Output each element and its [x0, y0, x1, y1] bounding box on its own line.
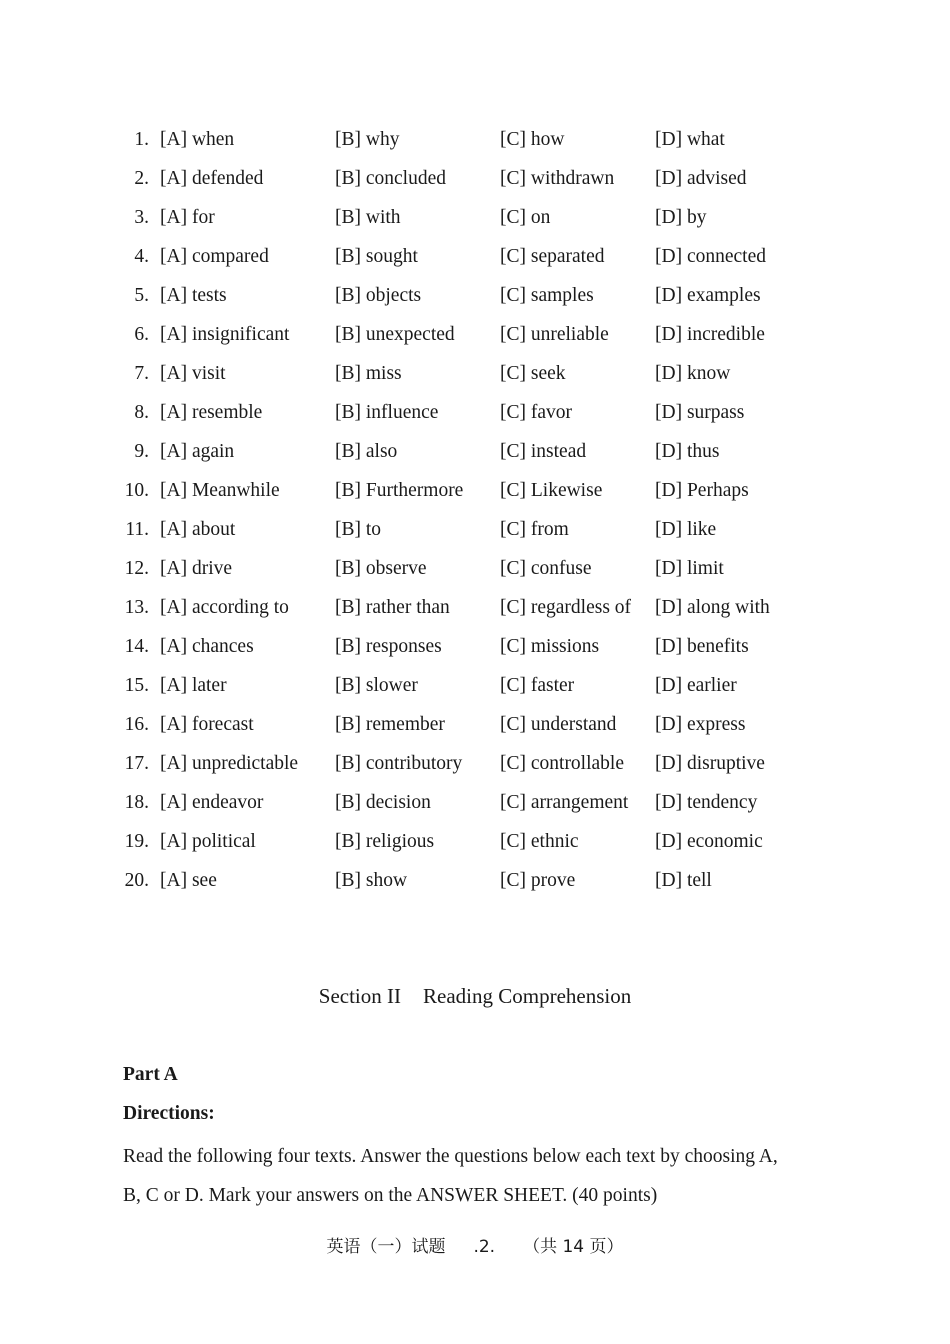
option-b: [B] show	[335, 870, 408, 891]
option-c: [C] faster	[500, 675, 575, 696]
option-c: [C] ethnic	[500, 831, 579, 852]
option-a: [A] forecast	[160, 714, 254, 735]
question-row	[0, 471, 950, 510]
option-a: [A] for	[160, 207, 215, 228]
option-d: [D] surpass	[655, 402, 745, 423]
question-number: 16.	[124, 714, 149, 735]
option-a: [A] when	[160, 129, 235, 150]
option-d: [D] economic	[655, 831, 763, 852]
option-c: [C] seek	[500, 363, 566, 384]
footer-subject: 英语（一）试题	[326, 1237, 446, 1257]
option-d: [D] what	[655, 129, 725, 150]
option-d: [D] disruptive	[655, 753, 765, 774]
question-number: 19.	[124, 831, 149, 852]
question-number: 4.	[134, 246, 149, 267]
question-row	[0, 588, 950, 627]
option-b: [B] religious	[335, 831, 435, 852]
option-c: [C] from	[500, 519, 569, 540]
question-number: 7.	[134, 363, 149, 384]
footer-page-number: .2.	[473, 1237, 496, 1257]
question-number: 20.	[124, 870, 149, 891]
directions-line-1: Read the following four texts. Answer the questions below each text by choosing A,	[123, 1146, 778, 1167]
option-d: [D] limit	[655, 558, 724, 579]
option-d: [D] incredible	[655, 324, 765, 345]
question-number: 3.	[134, 207, 149, 228]
option-b: [B] slower	[335, 675, 418, 696]
option-b: [B] rather than	[335, 597, 450, 618]
question-number: 14.	[124, 636, 149, 657]
option-d: [D] earlier	[655, 675, 737, 696]
option-d: [D] thus	[655, 441, 720, 462]
question-number: 15.	[124, 675, 149, 696]
option-a: [A] unpredictable	[160, 753, 299, 774]
option-c: [C] unreliable	[500, 324, 609, 345]
option-c: [C] withdrawn	[500, 168, 615, 189]
question-row	[0, 237, 950, 276]
question-row	[0, 198, 950, 237]
option-d: [D] know	[655, 363, 731, 384]
option-b: [B] unexpected	[335, 324, 455, 345]
option-c: [C] how	[500, 129, 565, 150]
option-b: [B] influence	[335, 402, 439, 423]
option-c: [C] controllable	[500, 753, 624, 774]
option-a: [A] tests	[160, 285, 227, 306]
option-d: [D] advised	[655, 168, 747, 189]
question-row	[0, 315, 950, 354]
question-number: 5.	[134, 285, 149, 306]
option-c: [C] prove	[500, 870, 576, 891]
option-a: [A] see	[160, 870, 217, 891]
question-number: 8.	[134, 402, 149, 423]
question-number: 9.	[134, 441, 149, 462]
option-c: [C] instead	[500, 441, 587, 462]
question-number: 6.	[134, 324, 149, 345]
option-b: [B] miss	[335, 363, 402, 384]
option-d: [D] like	[655, 519, 717, 540]
question-row	[0, 783, 950, 822]
option-c: [C] Likewise	[500, 480, 603, 501]
option-b: [B] with	[335, 207, 401, 228]
cloze-options-list	[0, 120, 950, 900]
option-b: [B] concluded	[335, 168, 447, 189]
question-row	[0, 354, 950, 393]
option-d: [D] benefits	[655, 636, 749, 657]
question-number: 18.	[124, 792, 149, 813]
part-heading: Part A	[123, 1064, 178, 1085]
option-c: [C] on	[500, 207, 551, 228]
option-b: [B] why	[335, 129, 400, 150]
page-footer	[0, 1233, 950, 1261]
option-b: [B] observe	[335, 558, 427, 579]
option-a: [A] about	[160, 519, 236, 540]
option-b: [B] to	[335, 519, 382, 540]
option-c: [C] understand	[500, 714, 617, 735]
question-row	[0, 120, 950, 159]
option-b: [B] responses	[335, 636, 442, 657]
question-number: 17.	[124, 753, 149, 774]
question-row	[0, 627, 950, 666]
section-label: Section II	[318, 984, 401, 1008]
option-a: [A] according to	[160, 597, 289, 618]
question-row	[0, 822, 950, 861]
question-row	[0, 393, 950, 432]
option-c: [C] missions	[500, 636, 600, 657]
option-d: [D] tendency	[655, 792, 758, 813]
question-row	[0, 159, 950, 198]
option-a: [A] chances	[160, 636, 254, 657]
option-a: [A] compared	[160, 246, 269, 267]
question-row	[0, 705, 950, 744]
question-row	[0, 510, 950, 549]
question-row	[0, 432, 950, 471]
option-a: [A] visit	[160, 363, 226, 384]
option-b: [B] decision	[335, 792, 431, 813]
directions-heading: Directions:	[123, 1103, 215, 1124]
option-b: [B] also	[335, 441, 398, 462]
directions-line-2: B, C or D. Mark your answers on the ANSWER SHEET. (40 points)	[123, 1185, 658, 1206]
option-a: [A] again	[160, 441, 235, 462]
option-c: [C] samples	[500, 285, 594, 306]
option-d: [D] tell	[655, 870, 712, 891]
option-a: [A] Meanwhile	[160, 480, 280, 501]
question-row	[0, 549, 950, 588]
option-b: [B] remember	[335, 714, 445, 735]
option-d: [D] express	[655, 714, 746, 735]
option-d: [D] connected	[655, 246, 766, 267]
footer-total-pages: （共 14 页）	[523, 1237, 624, 1257]
option-a: [A] resemble	[160, 402, 263, 423]
option-a: [A] drive	[160, 558, 233, 579]
directions-text	[123, 1137, 823, 1215]
question-number: 2.	[134, 168, 149, 189]
question-row	[0, 666, 950, 705]
question-number: 1.	[134, 129, 149, 150]
option-d: [D] along with	[655, 597, 770, 618]
question-row	[0, 861, 950, 900]
question-number: 11.	[125, 519, 149, 540]
option-a: [A] political	[160, 831, 256, 852]
option-a: [A] defended	[160, 168, 264, 189]
question-number: 13.	[124, 597, 149, 618]
option-d: [D] by	[655, 207, 707, 228]
option-a: [A] endeavor	[160, 792, 264, 813]
option-b: [B] contributory	[335, 753, 463, 774]
option-c: [C] regardless of	[500, 597, 632, 618]
option-c: [C] confuse	[500, 558, 592, 579]
section-title	[0, 980, 950, 1012]
question-number: 12.	[124, 558, 149, 579]
question-number: 10.	[124, 480, 149, 501]
section-name: Reading Comprehension	[423, 984, 632, 1008]
option-d: [D] Perhaps	[655, 480, 749, 501]
option-b: [B] Furthermore	[335, 480, 464, 501]
option-a: [A] insignificant	[160, 324, 290, 345]
option-d: [D] examples	[655, 285, 761, 306]
option-b: [B] objects	[335, 285, 422, 306]
option-a: [A] later	[160, 675, 227, 696]
question-row	[0, 744, 950, 783]
option-c: [C] arrangement	[500, 792, 629, 813]
option-c: [C] separated	[500, 246, 605, 267]
option-b: [B] sought	[335, 246, 418, 267]
question-row	[0, 276, 950, 315]
option-c: [C] favor	[500, 402, 573, 423]
